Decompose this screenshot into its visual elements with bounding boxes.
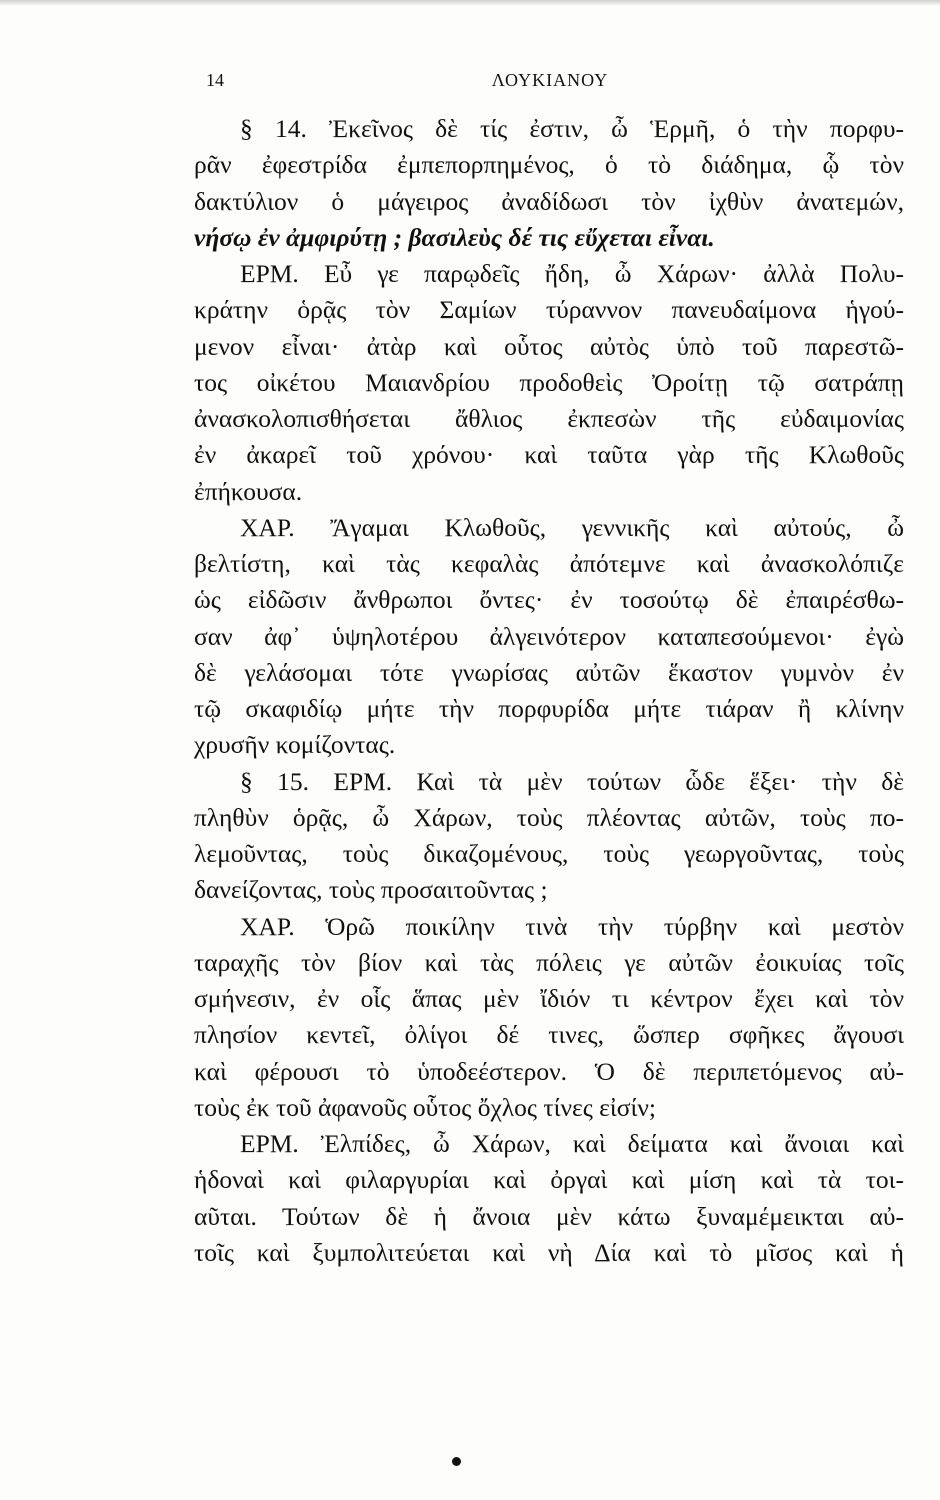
text-line: § 15. ΕΡΜ. Καὶ τὰ μὲν τούτων ὧδε ἕξει· τὴν δὲ xyxy=(240,766,904,796)
text-line: λεμοῦντας, τοὺς δικαζομένους, τοὺς γεωργοῦντας, τοὺς xyxy=(194,839,904,868)
page-top-edge xyxy=(0,0,940,6)
text-line: μενον εἶναι· ἀτὰρ καὶ οὗτος αὐτὸς ὑπὸ τοῦ παρεστῶ- xyxy=(194,331,904,361)
text-line: ὡς εἰδῶσιν ἄνθρωποι ὄντες· ἐν τοσούτῳ δὲ ἐπαιρέσθω- xyxy=(194,585,904,615)
text-line: βελτίστη, καὶ τὰς κεφαλὰς ἀπότεμνε καὶ ἀνασκολόπιζε xyxy=(194,549,904,578)
text-line: ἡδοναὶ καὶ φιλαργυρίαι καὶ ὀργαὶ καὶ μίση καὶ τὰ τοι- xyxy=(194,1165,904,1195)
text-line: κράτην ὁρᾷς τὸν Σαμίων τύραννον πανευδαίμονα ἡγού- xyxy=(194,295,904,325)
text-line: καὶ φέρουσι τὸ ὑποδεέστερον. Ὁ δὲ περιπετόμενος αὐ- xyxy=(194,1056,904,1086)
text-line: ἐν ἀκαρεῖ τοῦ χρόνου· καὶ ταῦτα γὰρ τῆς Κλωθοῦς xyxy=(194,440,904,470)
text-line: χρυσῆν κομίζοντας. xyxy=(194,730,396,760)
running-head: ΛΟΥΚΙΑΝΟΥ xyxy=(491,70,609,90)
body-text xyxy=(194,111,904,1271)
page-number: 14 xyxy=(206,70,224,90)
text-line: πλησίον κεντεῖ, ὀλίγοι δέ τινες, ὥσπερ σφῆκες ἄγουσι xyxy=(194,1020,904,1050)
text-line: αῦται. Τούτων δὲ ἡ ἄνοια μὲν κάτω ξυναμέμεικται αὐ- xyxy=(194,1201,904,1231)
page-header xyxy=(196,70,904,100)
text-line: νήσῳ ἐν ἀμφιρύτῃ ; βασιλεὺς δέ τις εὔχεται εἶναι. xyxy=(194,222,715,252)
text-line: δακτύλιον ὁ μάγειρος ἀναδίδωσι τὸν ἰχθὺν ἀνατεμών, xyxy=(194,186,904,216)
text-line: πληθὺν ὁρᾷς, ὦ Χάρων, τοὺς πλέοντας αὐτῶν, τοὺς πο- xyxy=(194,802,904,832)
text-line: ταραχῆς τὸν βίον καὶ τὰς πόλεις γε αὐτῶν ἐοικυίας τοῖς xyxy=(194,947,904,977)
text-line: ΕΡΜ. Ἐλπίδες, ὦ Χάρων, καὶ δείματα καὶ ἄνοιαι καὶ xyxy=(240,1129,904,1158)
text-line: τοὺς ἐκ τοῦ ἀφανοῦς οὗτος ὄχλος τίνες εἰσίν; xyxy=(194,1092,656,1122)
text-line: τοῖς καὶ ξυμπολιτεύεται καὶ νὴ Δία καὶ τὸ μῖσος καὶ ἡ xyxy=(194,1237,904,1267)
text-line: δανείζοντας, τοὺς προσαιτοῦντας ; xyxy=(194,875,548,905)
text-line: σμήνεσιν, ἐν οἷς ἅπας μὲν ἴδιόν τι κέντρον ἔχει καὶ τὸν xyxy=(194,984,904,1013)
text-line: ἀνασκολοπισθήσεται ἄθλιος ἐκπεσὼν τῆς εὐδαιμονίας xyxy=(194,404,904,433)
text-line: τῷ σκαφιδίῳ μήτε τὴν πορφυρίδα μήτε τιάραν ἢ κλίνην xyxy=(194,694,904,723)
text-line: ΧΑΡ. Ἄγαμαι Κλωθοῦς, γεννικῆς καὶ αὐτούς, ὦ xyxy=(240,512,904,542)
text-line: σαν ἀφ᾽ ὑψηλοτέρου ἀλγεινότερον καταπεσούμενοι· ἐγὼ xyxy=(194,621,904,651)
text-line: ἐπήκουσα. xyxy=(194,476,303,506)
text-line: ΕΡΜ. Εὖ γε παρῳδεῖς ἤδη, ὦ Χάρων· ἀλλὰ Πολυ- xyxy=(240,259,904,288)
text-line: δὲ γελάσομαι τότε γνωρίσας αὐτῶν ἕκαστον γυμνὸν ἐν xyxy=(194,657,904,687)
ink-dot xyxy=(452,1457,461,1466)
text-line: ρᾶν ἐφεστρίδα ἐμπεπορπημένος, ὁ τὸ διάδημα, ᾧ τὸν xyxy=(194,150,904,180)
text-line: § 14. Ἐκεῖνος δὲ τίς ἐστιν, ὦ Ἑρμῆ, ὁ τὴν πορφυ- xyxy=(240,114,904,143)
text-line: τος οἰκέτου Μαιανδρίου προδοθεὶς Ὀροίτῃ τῷ σατράπῃ xyxy=(194,367,904,397)
text-line: ΧΑΡ. Ὁρῶ ποικίλην τινὰ τὴν τύρβην καὶ μεστὸν xyxy=(240,911,904,941)
